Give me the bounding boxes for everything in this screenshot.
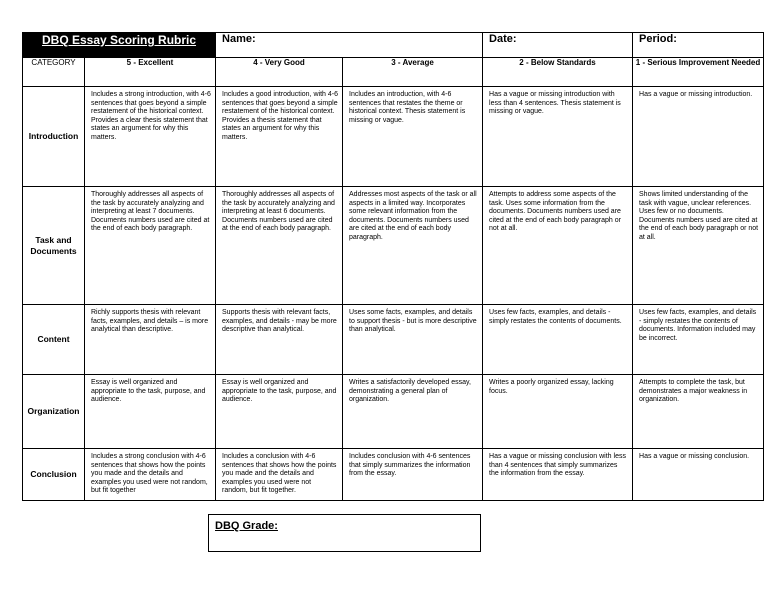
row-label: Introduction — [23, 87, 85, 187]
row-label: Content — [23, 305, 85, 375]
rubric-row-content — [23, 305, 764, 375]
name-field: Name: — [216, 33, 483, 58]
criteria-cell — [85, 87, 216, 187]
criteria-cell — [343, 305, 483, 375]
criteria-text: Writes a poorly organized essay, lacking focus. — [489, 379, 614, 395]
criteria-cell — [343, 187, 483, 305]
criteria-text: Supports thesis with relevant facts, examples, and details - may be more descriptive than analytical. — [222, 309, 337, 334]
criteria-cell — [633, 87, 764, 187]
criteria-cell — [216, 87, 343, 187]
dbq-grade-label: DBQ Grade: — [215, 520, 278, 532]
criteria-text: Includes a strong conclusion with 4-6 sentences that shows how the points you made and the details and examples you used were not random, but fit together — [91, 453, 208, 495]
criteria-cell — [483, 187, 633, 305]
criteria-text: Includes an introduction, with 4-6 sentences that restates the theme or historical context. Thesis statement is missing or vague. — [349, 91, 466, 124]
period-field: Period: — [633, 33, 764, 58]
criteria-text: Attempts to address some aspects of the task. Uses some information from the documents. Documents numbers used are cited at the end of each body paragraph or not at all. — [489, 191, 621, 233]
criteria-text: Attempts to complete the task, but demonstrates a major weakness in organization. — [639, 379, 748, 404]
rubric-title: DBQ Essay Scoring Rubric — [41, 33, 197, 47]
category-header: CATEGORY — [23, 58, 85, 87]
criteria-cell — [633, 187, 764, 305]
criteria-text: Addresses most aspects of the task or all aspects in a limited way. Incorporates some relevant information from the documents. Documents numbers used are cited at the end of each body paragraph. — [349, 191, 477, 241]
criteria-cell — [216, 375, 343, 449]
criteria-text: Uses few facts, examples, and details - simply restates the contents of documents. — [489, 309, 622, 325]
row-label: Task and Documents — [23, 187, 85, 305]
criteria-text: Has a vague or missing introduction. — [639, 91, 753, 98]
criteria-cell — [85, 187, 216, 305]
criteria-cell — [483, 87, 633, 187]
criteria-text: Thoroughly addresses all aspects of the task by accurately analyzing and interpreting at least 6 documents. Documents numbers used are cited at the end of each body paragraph. — [222, 191, 335, 233]
criteria-cell — [483, 375, 633, 449]
rubric-row-task-and-documents — [23, 187, 764, 305]
criteria-text: Includes a good introduction, with 4-6 sentences that goes beyond a simple restatement of the historical context. Provides a thesis statement that states an argument for why this matters. — [222, 91, 338, 141]
criteria-cell — [343, 87, 483, 187]
criteria-text: Thoroughly addresses all aspects of the task by accurately analyzing and interpreting at least 7 documents. Documents numbers used are cited at the end of each body paragraph. — [91, 191, 210, 233]
criteria-text: Shows limited understanding of the task with vague, unclear references. Uses few or no documents. Documents numbers used are cited at the end of each body paragraph or not at all. — [639, 191, 759, 241]
score-5-header: 5 - Excellent — [85, 58, 216, 87]
rubric-row-introduction — [23, 87, 764, 187]
date-field: Date: — [483, 33, 633, 58]
criteria-cell — [216, 305, 343, 375]
criteria-cell — [633, 375, 764, 449]
rubric-title-cell — [23, 33, 216, 58]
rubric-row-organization — [23, 375, 764, 449]
criteria-cell — [216, 449, 343, 501]
rubric-row-conclusion — [23, 449, 764, 501]
row-label: Conclusion — [23, 449, 85, 501]
criteria-text: Includes a strong introduction, with 4-6 sentences that goes beyond a simple restatement of the historical context. Provides a clear thesis statement that states an argument for why this matters. — [91, 91, 211, 141]
criteria-text: Writes a satisfactorily developed essay, demonstrating a general plan of organization. — [349, 379, 471, 404]
criteria-text: Richly supports thesis with relevant facts, examples, and details – is more analytical than descriptive. — [91, 309, 209, 334]
criteria-cell — [85, 449, 216, 501]
criteria-cell — [633, 305, 764, 375]
criteria-text: Has a vague or missing introduction with less than 4 sentences. Thesis statement is missing or vague. — [489, 91, 621, 116]
criteria-text: Has a vague or missing conclusion. — [639, 453, 750, 460]
criteria-cell — [85, 305, 216, 375]
criteria-text: Uses some facts, examples, and details to support thesis - but is more descriptive than analytical. — [349, 309, 477, 334]
dbq-grade-box[interactable] — [208, 514, 481, 552]
row-label: Organization — [23, 375, 85, 449]
criteria-cell — [216, 187, 343, 305]
score-3-header: 3 - Average — [343, 58, 483, 87]
criteria-text: Includes conclusion with 4-6 sentences that simply summarizes the information from the essay. — [349, 453, 471, 478]
criteria-text: Essay is well organized and appropriate to the task, purpose, and audience. — [91, 379, 206, 404]
column-header-row — [23, 58, 764, 87]
criteria-cell — [343, 449, 483, 501]
criteria-text: Has a vague or missing conclusion with less than 4 sentences that simply summarizes the information from the essay. — [489, 453, 626, 478]
score-1-header: 1 - Serious Improvement Needed — [633, 58, 764, 87]
criteria-cell — [85, 375, 216, 449]
criteria-cell — [343, 375, 483, 449]
criteria-cell — [483, 449, 633, 501]
score-2-header: 2 - Below Standards — [483, 58, 633, 87]
criteria-text: Includes a conclusion with 4-6 sentences that shows how the points you made and the details and examples you used were not random, but fit together. — [222, 453, 337, 495]
header-row — [23, 33, 764, 58]
criteria-text: Uses few facts, examples, and details - simply restates the contents of documents. Information included may be incorrect. — [639, 309, 757, 342]
score-4-header: 4 - Very Good — [216, 58, 343, 87]
criteria-text: Essay is well organized and appropriate to the task, purpose, and audience. — [222, 379, 337, 404]
rubric-table — [22, 32, 764, 501]
criteria-cell — [483, 305, 633, 375]
criteria-cell — [633, 449, 764, 501]
